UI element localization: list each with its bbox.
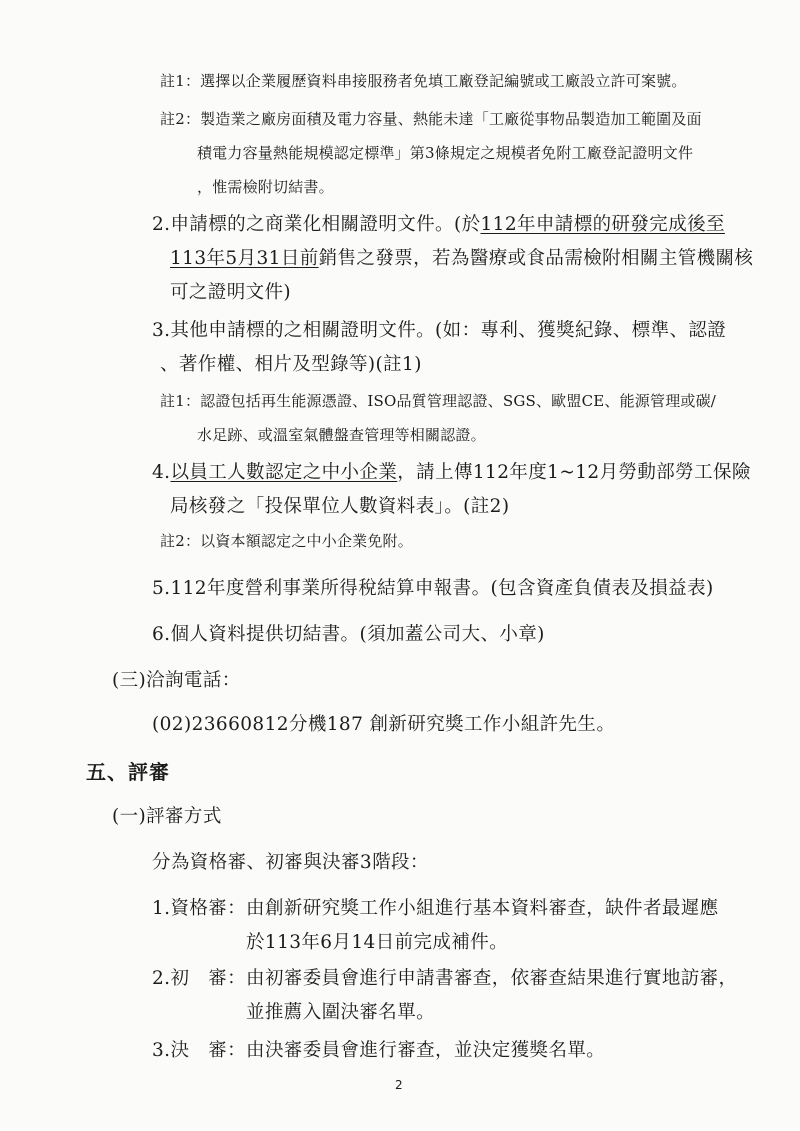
item-2-underlined-period: 112年申請標的研發完成後至 bbox=[480, 214, 725, 235]
item-2-line-2 bbox=[170, 244, 753, 270]
item-6: 6.個人資料提供切結書。(須加蓋公司大、小章) bbox=[152, 624, 545, 645]
item-2-line-1 bbox=[152, 210, 725, 236]
note-1-enterprise-resume: 註1：選擇以企業履歷資料串接服務者免填工廠登記編號或工廠設立許可案號。 bbox=[160, 72, 687, 90]
stage-1-line-2: 於113年6月14日前完成補件。 bbox=[246, 932, 509, 953]
contact-heading: (三)洽詢電話： bbox=[112, 670, 241, 691]
contact-detail: (02)23660812分機187 創新研究獎工作小組許先生。 bbox=[152, 714, 616, 735]
item-4-underlined-sme: 以員工人數認定之中小企業 bbox=[170, 462, 398, 483]
item-5: 5.112年度營利事業所得稅結算申報書。(包含資產負債表及損益表) bbox=[152, 578, 714, 599]
stage-2-line-2: 並推薦入圍決審名單。 bbox=[246, 1002, 436, 1023]
stage-3: 3.決 審：由決審委員會進行審查，並決定獲獎名單。 bbox=[152, 1040, 606, 1061]
item-2-underlined-deadline: 113年5月31日前 bbox=[170, 248, 319, 269]
item-3-line-1: 3.其他申請標的之相關證明文件。(如：專利、獲獎紀錄、標準、認證 bbox=[152, 320, 727, 341]
item-4-line-2: 局核發之「投保單位人數資料表」。(註2) bbox=[170, 496, 510, 517]
stage-2-line-1: 2.初 審：由初審委員會進行申請書審查，依審查結果進行實地訪審， bbox=[152, 968, 738, 989]
section-5-subheading: (一)評審方式 bbox=[112, 806, 222, 827]
item-3-note-line-2: 水足跡、或溫室氣體盤查管理等相關認證。 bbox=[197, 426, 486, 444]
stage-1-line-1: 1.資格審：由創新研究獎工作小組進行基本資料審查，缺件者最遲應 bbox=[152, 898, 719, 919]
section-5-intro: 分為資格審、初審與決審3階段： bbox=[152, 852, 429, 873]
note-2-line-3: ，惟需檢附切結書。 bbox=[197, 178, 334, 196]
item-3-note-line-1: 註1：認證包括再生能源憑證、ISO品質管理認證、SGS、歐盟CE、能源管理或碳/ bbox=[160, 392, 717, 410]
item-4-note: 註2：以資本額認定之中小企業免附。 bbox=[160, 532, 413, 550]
item-4-rest: ，請上傳112年度1~12月勞動部勞工保險 bbox=[397, 462, 751, 483]
section-5-title: 五、評審 bbox=[86, 760, 170, 784]
item-2-text-d: 銷售之發票，若為醫療或食品需檢附相關主管機關核 bbox=[318, 248, 754, 269]
page-number: 2 bbox=[395, 1078, 403, 1092]
item-4-line-1 bbox=[152, 458, 751, 484]
item-4-number: 4. bbox=[152, 462, 171, 483]
note-2-line-1: 註2：製造業之廠房面積及電力容量、熱能未達「工廠從事物品製造加工範圍及面 bbox=[160, 110, 702, 128]
note-2-line-2: 積電力容量熱能規模認定標準」第3條規定之規模者免附工廠登記證明文件 bbox=[197, 144, 694, 162]
item-2-line-3: 可之證明文件) bbox=[170, 282, 292, 303]
item-2-text-a: 2.申請標的之商業化相關證明文件。(於 bbox=[152, 214, 481, 235]
item-3-line-2: 、著作權、相片及型錄等)(註1) bbox=[160, 354, 422, 375]
